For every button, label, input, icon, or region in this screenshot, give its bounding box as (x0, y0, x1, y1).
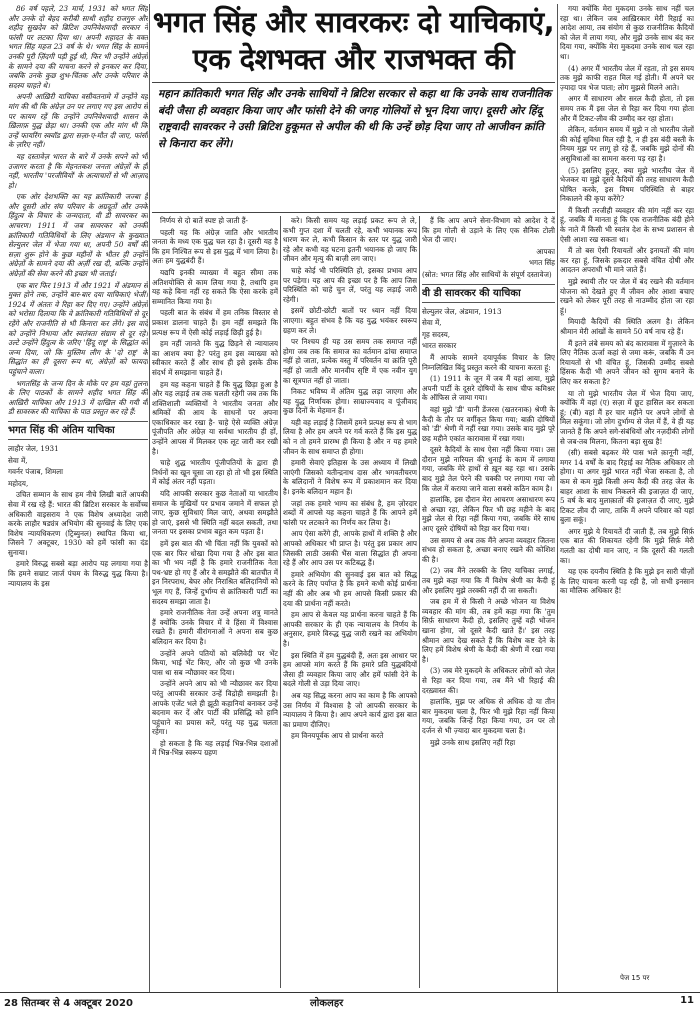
petition-paragraph: उन्होंने अपने पतियों को बलिवेदी पर भेंट किया, भाई भेंट किए, और जो कुछ भी उनके पास था सब न्यौछावर कर दिया। (152, 648, 278, 677)
petition-body (8, 490, 148, 588)
savarkar-body (422, 353, 555, 747)
standfirst-rule (152, 212, 555, 213)
address-line: गवर्नर पंजाब, शिमला (8, 467, 63, 477)
petition-paragraph: या तो मुझे भारतीय जेल में भेज दिया जाए, क्योंकि मैं वहां (ए) सज़ा में छूट हासिल कर सकता हूं; (बी) वहां मैं हर चार महीने पर अपने लोगों से मिल सकूंगा। जो लोग दुर्भाग्य से जेल में हैं, वे ही यह जानते हैं कि अपने सगे-संबंधियों और नज़दीकी लोगों से जब-तब मिलना, कितना बड़ा सुख है! (560, 388, 694, 446)
column-divider (280, 216, 281, 988)
petition-paragraph: चाहे कोई भी परिस्थिति हो, इसका प्रभाव आप पर पड़ेगा। यह आप की इच्छा पर है कि आप जिस परिस्थिति को चाहे चुन लें, परंतु यह लड़ाई जारी रहेगी। (283, 265, 417, 304)
petition-paragraph: हमारे राजनीतिक नेता उन्हें अपना शत्रु मानते हैं क्योंकि उनके विचार में वे हिंसा में विश्वास रखते हैं। हमारी वीरांगनाओं ने अपना सब कुछ बलिदान कर दिया है। (152, 608, 278, 646)
signature-line: आपका (536, 246, 555, 256)
petition-paragraph: जहां तक हमारे भाग्य का संबंध है, हम ज़ोरदार शब्दों में आपसे यह कहना चाहते हैं कि आपने हमें फांसी पर लटकाने का निर्णय कर लिया है। (283, 498, 417, 527)
signature-line: भगत सिंह (528, 258, 555, 268)
source-note: (स्रोत: भगत सिंह और साथियों के संपूर्ण दस्तावेज) (422, 269, 552, 279)
savarkar-column (422, 216, 555, 986)
petition-paragraph: हो सकता है कि यह लड़ाई भिन्न-भिन्न दशाओं में भिन्न-भिन्न स्वरूप ग्रहण (152, 738, 278, 758)
headline-rule (152, 82, 555, 83)
petition-paragraph: करे। किसी समय यह लड़ाई प्रकट रूप ले ले, कभी गुप्त दशा में चलती रहे, कभी भयानक रूप धारण कर ले, कभी किसान के स्तर पर युद्ध जारी रहे और कभी यह घटना इतनी भयानक हो जाए कि जीवन और मृत्यु की बाज़ी लग जाए। (283, 216, 417, 264)
intro-column (8, 4, 148, 994)
petition-paragraph: मियादी कैदियों की स्थिति अलग है। लेकिन श्रीमान मेरी आंखों के सामने 50 वर्ष नाच रहे हैं। (560, 317, 694, 336)
petition-paragraph: लेकिन, वर्तमान समय में मुझे न तो भारतीय जेलों की कोई सुविधा मिल रही है, न ही इस बंदी बस्ती के नियम मुझ पर लागू हो रहे हैं, जबकि मुझे दोनों की असुविधाओं का सामना करना पड़ रहा है। (560, 125, 694, 163)
savarkar-place: सेल्युलर जेल, अंडमान, 1913 (422, 306, 502, 316)
savarkar-column-continued (560, 4, 694, 986)
petition-paragraph: पहली बात के संबंध में हम तनिक विस्तार से प्रकाश डालना चाहते हैं। हम नहीं समझते कि प्रत्यक्ष रूप में ऐसी कोई लड़ाई छिड़ी हुई है। (152, 308, 278, 337)
petition-paragraph: हालांकि, मुझ पर अधिक से अधिक दो या तीन बार मुकदमा चला है, फिर भी मुझे रिहा नहीं किया गया, जबकि जिन्हें रिहा किया गया, उन पर तो दर्जन से भी ज़्यादा बार मुकदमा चला है। (422, 697, 555, 735)
petition-place: लाहौर जेल, 1931 (8, 443, 59, 453)
intro-paragraph: एक बार फिर 1913 में और 1921 में अंडमान से मुक्त होने तक, उन्होंने बार-बार दया याचिकाएं भेजीं। 1924 में अंततः वे रिहा कर दिए गए। उन्होंने अंग्रेज़ों को भरोसा दिलाया कि वे क्रांतिकारी गतिविधियों से दूर रहेंगे और राजनीति से भी किनारा कर लेंगे। इस वादे को उन्होंने निभाया और स्वतंत्रता संग्राम से दूर रहे। उल्टे उन्होंने हिंदुत्व के जरिए 'हिंदू राष्ट्र' के सिद्धांत को जन्म दिया, जो कि मुस्लिम लीग के 'दो राष्ट्र' के सिद्धांत का ही दूसरा रूप था, अंग्रेज़ों को फायदा पहुंचाने वाला। (8, 280, 148, 376)
petition-paragraph: यद्यपि इनकी व्याख्या में बहुत सीमा तक अतिशयोक्ति से काम लिया गया है, तथापि हम यह कहे बिना नहीं रह सकते कि ऐसा करके हमें सम्मानित किया गया है। (152, 267, 278, 306)
petition-paragraph: हमें इस बात की भी चिंता नहीं कि युवकों को एक बार फिर धोखा दिया गया है और इस बात का भी भय नहीं है कि हमारे राजनीतिक नेता पथ-भ्रष्ट हो गए हैं और वे समझौते की बातचीत में इन निरपराध, बेघर और निराश्रित बलिदानियों को भूल गए हैं, जिन्हें दुर्भाग्य से क्रांतिकारी पार्टी का सदस्य समझा जाता है। (152, 539, 278, 606)
petition-address (8, 456, 148, 489)
petition-paragraph: मैं इतने लंबे समय को बंद कारावास में गुज़ारने के लिए नैतिक ऊर्जा कहां से जमा करूं, जबकि मैं उन रियायतों से भी वंचित हूं, जिसकी उम्मीद सबसे हिंसक कैदी भी अपने जीवन को सुगम बनाने के लिए कर सकता है? (560, 338, 694, 386)
petition-paragraph: मुझे स्थायी तौर पर जेल में बंद रखने की वर्तमान योजना को देखते हुए मैं जीवन और आशा बचाए रखने को लेकर पूरी तरह से नाउम्मीद होता जा रहा हूं। (560, 277, 694, 315)
bhagat-singh-petition-heading: भगत सिंह की अंतिम याचिका (8, 421, 148, 440)
address-line: सेवा में, (422, 318, 442, 328)
petition-paragraph: हमारे विरुद्ध सबसे बड़ा आरोप यह लगाया गया है कि हमने सम्राट जार्ज पंचम के विरुद्ध युद्ध किया है। न्यायालय के इस (8, 559, 148, 588)
intro-paragraph: यह दस्तावेज़ भारत के बारे में उनके सपने को भी उजागर करता है कि मेहनतकश जनता अंग्रेज़ों के ही नहीं, भारतीय 'परजीवियों' के अत्याचारों से भी आज़ाद हो। (8, 151, 148, 190)
petition-paragraph: उचित सम्मान के साथ हम नीचे लिखी बातें आपकी सेवा में रख रहे हैं: भारत की ब्रिटिश सरकार के सर्वोच्च अधिकारी वाइसराय ने एक विशेष अध्यादेश जारी करके लाहौर षड्यंत्र अभियोग की सुनवाई के लिए एक विशेष न्यायधिकरण (ट्रिब्युनल) स्थापित किया था, जिसने 7 अक्टूबर, 1930 को हमें फांसी का दंड सुनाया। (8, 490, 148, 557)
petition-paragraph: मुझे उनके साथ इसलिए नहीं रिहा (430, 737, 516, 747)
address-line: भारत सरकार (422, 341, 457, 351)
petition-paragraph: निकट भविष्य में अंतिम युद्ध लड़ा जाएगा और यह युद्ध निर्णायक होगा। साम्राज्यवाद व पूंजीवाद कुछ दिनों के मेहमान हैं। (283, 387, 417, 416)
petition-paragraph: आप ऐसा करेंगे ही, आपके हाथों में शक्ति है और आपको अधिकार भी प्राप्त है। परंतु इस प्रकार आप जिसकी लाठी उसकी भैंस वाला सिद्धांत ही अपना रहे हैं और आप उस पर कटिबद्ध हैं। (283, 529, 417, 568)
address-line: गृह सदस्य, (422, 329, 451, 339)
intro-text (8, 4, 148, 417)
savarkar-address (422, 318, 555, 351)
petition-paragraph: हम आप से केवल यह प्रार्थना करना चाहते हैं कि आपकी सरकार के ही एक न्यायालय के निर्णय के अनुसार, हमारे विरुद्ध युद्ध जारी रखने का अभियोग है। (283, 610, 417, 648)
column-divider (419, 216, 420, 988)
savarkar-petition-heading: वी डी सावरकर की याचिका (422, 284, 555, 303)
petition-paragraph: यही वह लड़ाई है जिसमें हमने प्रत्यक्ष रूप से भाग लिया है और हम अपने पर गर्व करते हैं कि इस युद्ध को न तो हमने प्रारम्भ ही किया है और न यह हमारे जीवन के साथ समाप्त ही होगा। (283, 417, 417, 456)
petition-paragraph: हालांकि, इस दौरान मेरा आचरण असाधारण रूप से अच्छा रहा, लेकिन फिर भी छह महीने के बाद मुझे जेल से रिहा नहीं किया गया, जबकि मेरे साथ आए दूसरे दोषियों को रिहा कर दिया गया। (422, 495, 555, 534)
petition-paragraph: यदि आपकी सरकार कुछ नेताओं या भारतीय समाज के मुखियों पर प्रभाव जमाने में सफल हो जाए, कुछ सुविधाएं मिल जाएं, अथवा समझौते हो जाएं, इससे भी स्थिति नहीं बदल सकती, तथा जनता पर इसका प्रभाव बहुत कम पड़ता है। (152, 489, 278, 537)
petition-paragraph: जब हम में से किसी ने अच्छे भोजन या विशेष व्यवहार की मांग की, तब हमें कहा गया कि 'तुम सिर्फ़ साधारण कैदी हो, इसलिए तुम्हें वही भोजन खाना होगा, जो दूसरे कैदी खाते हैं।' इस तरह श्रीमान आप देख सकते हैं कि विशेष कष्ट देने के लिए हमें विशेष श्रेणी के कैदी की श्रेणी में रखा गया है। (422, 597, 555, 664)
petition-paragraph: उन्होंने अपने आप को भी न्यौछावर कर दिया परंतु आपकी सरकार उन्हें विद्रोही समझती है। आपके एजेंट भले ही झूठी कहानियां बनाकर उन्हें बदनाम कर दें और पार्टी की प्रसिद्धि को हानि पहुंचाने का प्रयास करें, परंतु यह युद्ध चलता रहेगा। (152, 679, 278, 737)
petition-paragraph: इसमें छोटी-छोटी बातों पर ध्यान नहीं दिया जाएगा। बहुत संभव है कि यह युद्ध भयंकर स्वरूप ग्रहण कर ले। (283, 306, 417, 335)
petition-paragraph: हैं कि आप अपने सेना-विभाग को आदेश दे दें कि हम गोली से उड़ाने के लिए एक सैनिक टोली भेज दी जाए। (422, 216, 555, 245)
petition-paragraph: हम विनयपूर्वक आप से प्रार्थना करते (291, 731, 384, 741)
petition-paragraph: हम यह कहना चाहते हैं कि युद्ध छिड़ा हुआ है और यह लड़ाई तब तक चलती रहेगी जब तक कि शक्तिशाली व्यक्तियों ने भारतीय जनता और श्रमिकों की आय के साधनों पर अपना एकाधिकार कर रखा है- चाहे ऐसे व्यक्ति अंग्रेज़ पूंजीपति और अंग्रेज़ या सर्वथा भारतीय ही हों, उन्होंने आपस में मिलकर एक लूट जारी कर रखी है। (152, 379, 278, 456)
column-divider (557, 4, 558, 992)
petition-paragraph: मैं आपके सामने दयापूर्वक विचार के लिए निम्नलिखित बिंदु प्रस्तुत करने की याचना करता हूं: (422, 352, 555, 372)
headline-line-2: एक देशभक्त और राजभक्त की (192, 42, 515, 76)
headline (152, 4, 555, 78)
petition-ending (422, 216, 555, 245)
petition-paragraph: (5) इसलिए हुजूर, क्या मुझे भारतीय जेल में भेजकर या मुझे दूसरे कैदियों की तरह साधारण कैदी घोषित करके, इस विषम परिस्थिति से बाहर निकालने की कृपा करेंगे? (560, 165, 694, 204)
petition-paragraph: वहां मुझे 'डी' यानी डेंजरस (खतरनाक) श्रेणी के कैदी के तौर पर वर्गीकृत किया गया; बाक़ी दोषियों को 'डी' श्रेणी में नहीं रखा गया। उसके बाद मुझे पूरे छह महीने एकांत कारावास में रखा गया। (422, 404, 555, 443)
intro-paragraph: भगतसिंह के जन्म दिन के मौके पर हम यहां तुलना के लिए पाठकों के सामने शहीद भगत सिंह की आख़िरी याचिका और 1913 में दाखिल की गयी वी डी सावरकर की याचिका के पाठ प्रस्तुत कर रहे हैं: (8, 378, 148, 417)
petition-paragraph: अगर मैं साधारण और सरल कैदी होता, तो इस समय तक मैं इस जेल से रिहा कर दिया गया होता और मैं टिकट-लीव की उम्मीद कर रहा होता। (560, 94, 694, 123)
petition-paragraph: यह एक दयनीय स्थिति है कि मुझे इन सारी चीज़ों के लिए याचना करनी पड़ रही है, जो सभी इनसान का मौलिक अधिकार है! (560, 567, 694, 596)
petition-paragraph: दूसरे कैदियों के साथ ऐसा नहीं किया गया। उस दौरान मुझे नारियल की धुनाई के काम में लगाया गया, जबकि मेरे हाथों से ख़ून बह रहा था। उसके बाद मुझे तेल पेरने की चक्की पर लगाया गया जो कि जेल में कराया जाने वाला सबसे कठिन काम है। (422, 445, 555, 493)
petition-paragraph: पर निश्चय ही यह उस समय तक समाप्त नहीं होगा जब तक कि समाज का वर्तमान ढांचा समाप्त नहीं हो जाता, प्रत्येक वस्तु में परिवर्तन या क्रांति पूरी नहीं हो जाती और मानवीय सृष्टि में एक नवीन युग का सूत्रपात नहीं हो जाता। (283, 337, 417, 385)
petition-paragraph: (4) अगर मैं भारतीय जेल में रहता, तो इस समय तक मुझे काफी राहत मिल गई होती। मैं अपने घर ज़्यादा पत्र भेज पाता; लोग मुझसे मिलने आते। (560, 63, 694, 92)
petition-paragraph: गया क्योंकि मेरा मुकदमा उनके साथ नहीं चल रहा था। लेकिन जब आख़िरकार मेरी रिहाई का आदेश आया, तब संयोग से कुछ राजनीतिक कैदियों को जेल में लाया गया, और मुझे उनके साथ बंद कर दिया गया, क्योंकि मेरा मुकदमा उनके साथ चल रहा था। (560, 4, 694, 61)
signature-block (422, 247, 555, 268)
petition-column-2 (152, 216, 278, 986)
headline-line-1: भगत सिंह और सावरकरः दो याचिकाएं, (152, 5, 555, 39)
petition-paragraph: मैं तो बस ऐसी रियायतों और इनायतों की मांग कर रहा हूं, जिसके हकदार सबसे वंचित दोषी और आदतन अपराधी भी माने जाते हैं। (560, 246, 694, 275)
standfirst: महान क्रांतिकारी भगत सिंह और उनके साथियों ने ब्रिटिश सरकार से कहा था कि उनके साथ राजनीतिक बंदी जैसा ही व्यवहार किया जाए और फांसी देने की जगह गोलियों से भून दिया जाए। दूसरी ओर हिंदू राष्ट्रवादी सावरकर ने उसी ब्रिटिश हुकूमत से अपील की थी कि उन्हें छोड़ दिया जाए तो आजीवन क्रांति से किनारा कर लेंगे। (158, 88, 552, 150)
intro-paragraph: एक ओर देशभक्ति का यह क्रांतिकारी जज्बा है और दूसरी ओर संघ परिवार के अग्रदूतों और उनके हिंदुत्व के विचार के जन्मदाता, वी डी सावरकर का आचरण। 1911 में जब सावरकर को उनकी क्रांतिकारी गतिविधियों के लिए अंडमान के कुख्यात सेल्युलर जेल में भेजा गया था, अपनी 50 वर्षों की सज़ा शुरू होने के कुछ महीनों के भीतर ही उन्होंने अंग्रेज़ों के सामने दया की अर्ज़ी रख दी, बल्कि उन्होंने अंग्रेज़ों की सेवा करने की इच्छा भी जताई। (8, 192, 148, 279)
petition-paragraph: मैं किसी तरजीही व्यवहार की मांग नहीं कर रहा हूं, जबकि मैं मानता हूं कि एक राजनीतिक बंदी होने के नाते मैं किसी भी स्वतंत्र देश के सभ्य प्रशासन से ऐसी आशा रख सकता था। (560, 205, 694, 244)
petition-paragraph: इस स्थिति में हम युद्धबंदी हैं, अतः इस आधार पर हम आपसे मांग करते हैं कि हमारे प्रति युद्धबंदियों जैसा ही व्यवहार किया जाए और हमें फांसी देने के बदले गोली से उड़ा दिया जाए। (283, 650, 417, 689)
petition-paragraph: अगर मुझे ये रियायतें दी जाती हैं, तब मुझे सिर्फ़ एक बात की शिकायत रहेगी कि मुझे सिर्फ़ मेरी गलती का दोषी मान जाए, न कि दूसरों की गलती का। (560, 526, 694, 565)
intro-paragraph: अपनी आख़िरी याचिका वसीयतनामे में उन्होंने यह मांग की थी कि अंग्रेज़ उन पर लगाए गए इस आरोप से पर कायम रहें कि उन्होंने उपनिवेशवादी शासन के ख़िलाफ़ युद्ध छेड़ा था। उनकी एक और मांग थी कि उन्हें फायरिंग स्क्वॉड द्वारा सज़ा-ए-मौत दी जाए, फांसी के ज़रिए नहीं। (8, 92, 148, 150)
petition-paragraph: चाहे शुद्ध भारतीय पूंजीपतियों के द्वारा ही निर्धनों का खून चूसा जा रहा हो तो भी इस स्थिति में कोई अंतर नहीं पड़ता। (152, 458, 278, 487)
petition-paragraph: उस समय से अब तक मैंने अपना व्यवहार जितना संभव हो सकता है, अच्छा बनाए रखने की कोशिश की है। (422, 535, 555, 564)
petition-paragraph: हमारी सेवाएं इतिहास के उस अध्याय में लिखी जाएंगी जिसको यतीन्द्रनाथ दास और भगवतीचरण के बलिदानों ने विशेष रूप में प्रकाशमान कर दिया है। इनके बलिदान महान हैं। (283, 458, 417, 497)
petition-paragraph: निर्णय से दो बातें स्पष्ट हो जाती हैं- (160, 216, 248, 225)
petition-column-3 (283, 216, 417, 986)
petition-paragraph: अब यह सिद्ध करना आप का काम है कि आपको उस निर्णय में विश्वास है जो आपकी सरकार के न्यायालय ने किया है। आप अपने कार्य द्वारा इस बात का प्रमाण दीजिए। (283, 690, 417, 729)
petition-paragraph: (1) 1911 के जून में जब मैं यहां आया, मुझे अपनी पार्टी के दूसरे दोषियों के साथ चीफ कमिश्नर के ऑफिस ले जाया गया। (422, 374, 555, 403)
page-footer (0, 992, 700, 1011)
petition-paragraph: (3) जब मेरे मुकदमे के अधिकतर लोगों को जेल से रिहा कर दिया गया, तब मैंने भी रिहाई की दरख़्वास्त की। (422, 666, 555, 695)
newspaper-name: लोकलहर (310, 998, 344, 1009)
page-number: 11 (680, 995, 694, 1006)
petition-paragraph: (सी) सबसे बढ़कर मेरे पास भले क़ानूनी नहीं, मगर 14 वर्षों के बाद रिहाई का नैतिक अधिकार तो होगा। या अगर मुझे भारत नहीं भेजा सकता है, तो कम से कम मुझे किसी अन्य कैदी की तरह जेल के बाहर आशा के साथ निकलने की इजाज़त दी जाए, 5 वर्ष के बाद मुलाक़ातों की इजाज़त दी जाए, मुझे टिकट लीव दी जाए, ताकि मैं अपने परिवार को यहां बुला सकूं। (560, 448, 694, 525)
continued-note: पेज 15 पर (620, 974, 650, 982)
petition-paragraph: (2) जब मैंने तरक्की के लिए याचिका लगाई, तब मुझे कहा गया कि मैं विशेष श्रेणी का कैदी हूं और इसलिए मुझे तरक्की नहीं दी जा सकती। (422, 566, 555, 595)
address-line: महोदय, (8, 478, 29, 488)
issue-date: 28 सितम्बर से 4 अक्टूबर 2020 (4, 998, 133, 1009)
petition-paragraph: हमारे अभियोग की सुनवाई इस बात को सिद्ध करने के लिए पर्याप्त है कि हमने कभी कोई प्रार्थना नहीं की और अब भी हम आपसे किसी प्रकार की दया की प्रार्थना नहीं करते। (283, 569, 417, 608)
petition-paragraph: पहली यह कि अंग्रेज़ जाति और भारतीय जनता के मध्य एक युद्ध चल रहा है। दूसरी यह है कि हम निश्चित रूप से इस युद्ध में भाग लिया है। अतः हम युद्धबंदी हैं। (152, 227, 278, 266)
petition-paragraph: हम नहीं जानते कि युद्ध छिड़ने से न्यायालय का आशय क्या है? परंतु हम इस व्याख्या को स्वीकार करते हैं और साथ ही इसे इसके ठीक संदर्भ में समझाना चाहते हैं। (152, 339, 278, 377)
address-line: सेवा में, (8, 455, 28, 465)
column-divider (149, 4, 150, 992)
intro-paragraph: 86 वर्ष पहले, 23 मार्च, 1931 को भगत सिंह और उनके दो बेहद करीबी साथी शहीद राजगुरु और शहीद सुखदेव को ब्रिटिश उपनिवेशवादी सरकार ने फांसी पर लटका दिया था। अपनी शहादत के वक्त भगत सिंह महज 23 वर्ष के थे। भगत सिंह के सामने उनकी पूरी ज़िंदगी पड़ी हुई थी, फिर भी उन्होंने अंग्रेज़ों के सामने दया की याचना करने से इनकार कर दिया, जबकि उनके कुछ शुभ-चिंतक और उनके परिवार के सदस्य चाहते थे। (8, 4, 148, 90)
